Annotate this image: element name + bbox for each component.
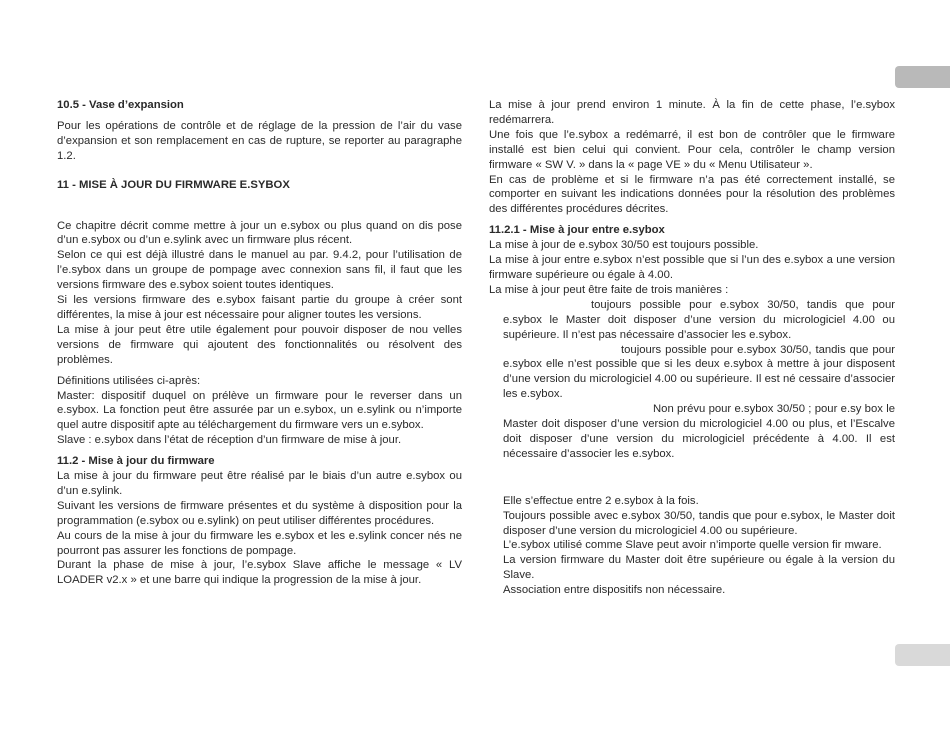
heading-10-5: 10.5 - Vase d’expansion [57,99,184,111]
para-11-2-line: Au cours de la mise à jour du firmware les e.sybox et les e.sylink concer nés ne pourront pas assurer les fonctions de pompage. [57,529,462,557]
bottom-line: La version firmware du Master doit être supérieure ou égale à la version du Slave. [503,554,895,582]
para-11-2-1-line: La mise à jour de e.sybox 30/50 est toujours possible. [489,239,759,252]
bottom-line: Elle s’effectue entre 2 e.sybox à la fois. [503,494,699,507]
para-11-2-line: La mise à jour du firmware peut être réalisé par le biais d’un autre e.sybox ou d’un e.sylink. [57,470,462,497]
side-tab-top [895,66,950,88]
para-11-2-line: Durant la phase de mise à jour, l’e.sybox Slave affiche le message « LV LOADER v2.x » et une barre qui indique la progression de la mise à jour. [57,559,462,587]
side-tab-bottom [895,644,950,666]
method-item: Non prévu pour e.sybox 30/50 ; pour e.sy box le Master doit disposer d’une version du micrologiciel 4.00 ou plus, et l’Escalve doit disposer d’une version du micrologiciel précédente à 4.00. Il est nécessaire d’associer les e.sybox. [503,403,895,460]
definitions-block [57,374,462,449]
para-11-2-1-block [489,238,895,298]
right-column [489,98,895,598]
para-11-2-1-line: La mise à jour entre e.sybox n’est possible que si l’un des e.sybox a une version firmware supérieure ou égale à 4.00. [489,254,895,281]
method-item: toujours possible pour e.sybox 30/50, tandis que pour e.sybox le Master doit disposer d’une version du micrologiciel 4.00 ou supérieure. Il n’est pas nécessaire d’associer les e.sybox. [503,298,895,341]
right-top-line: La mise à jour prend environ 1 minute. À la fin de cette phase, l’e.sybox redémarrera. [489,99,895,126]
heading-11-2: 11.2 - Mise à jour du firmware [57,455,215,468]
bottom-line: L’e.sybox utilisé comme Slave peut avoir n’importe quelle version fir mware. [503,539,882,552]
intro-line: La mise à jour peut être utile également pour pouvoir disposer de nou velles versions de firmware qui ajoutent des fonctionnalités ou résolvent des problèmes. [57,323,462,366]
para-11-2-1-line: La mise à jour peut être faite de trois manières : [489,283,729,296]
update-result-block [489,98,895,217]
bottom-line: Association entre dispositifs non nécessaire. [503,584,726,597]
para-11-2-block [57,469,462,588]
def-line: Définitions utilisées ci-après: [57,374,201,387]
para-10-5: Pour les opérations de contrôle et de réglage de la pression de l’air du vase d’expansion et son remplacement en cas de rupture, se reporter au paragraphe 1.2. [57,119,462,162]
para-11-2-line: Suivant les versions de firmware présentes et du système à disposition pour la programmation (e.sybox ou e.sylink) on peut utiliser différentes procédures. [57,499,462,527]
left-column [57,98,462,588]
intro-block [57,219,462,368]
intro-line: Si les versions firmware des e.sybox faisant partie du groupe à créer sont différentes, la mise à jour est nécessaire pour aligner toutes les versions. [57,294,462,321]
bottom-block [489,494,895,598]
bottom-line: Toujours possible avec e.sybox 30/50, tandis que pour e.sybox, le Master doit disposer d’une version du micrologiciel 4.00 ou supérieure. [503,509,895,537]
method-item: toujours possible pour e.sybox 30/50, tandis que pour e.sybox elle n’est possible que si les deux e.sybox à mettre à jour disposent d’une version du micrologiciel 4.00 ou supérieure. Il est né cessaire d’associer les e.sybox. [503,343,895,401]
intro-line: Selon ce qui est déjà illustré dans le manuel au par. 9.4.2, pour l’utilisation de l’e.sybox dans un groupe de pompage avec connexion sans fil, il faut que les versions firmware des e.sybox soient toutes identiques. [57,249,462,292]
def-line: Master: dispositif duquel on prélève un firmware pour le reverser dans un e.sybox. La fonction peut être assurée par un e.sybox, un e.sylink ou n’importe quel autre dispositif apte au téléchargement du firmware vers un e.sybox. [57,389,462,432]
right-top-line: Une fois que l’e.sybox a redémarré, il est bon de contrôler que le firmware installé est bien celui qui convient. Pour cela, contrôler le champ version firmware « SW V. » dans la « page VE » du « Menu Utilisateur ». [489,128,895,171]
heading-11: 11 - MISE À JOUR DU FIRMWARE E.SYBOX [57,178,290,191]
def-line: Slave : e.sybox dans l’état de réception d’un firmware de mise à jour. [57,434,402,447]
intro-line: Ce chapitre décrit comme mettre à jour un e.sybox ou plus quand on dis pose d’un e.sybox ou d’un e.sylink avec un firmware plus récent. [57,219,462,247]
right-top-line: En cas de problème et si le firmware n’a pas été correctement installé, se comporter en suivant les indications données pour la résolution des problèmes des différentes procédures décrites. [489,173,895,216]
methods-list [489,298,895,462]
heading-11-2-1: 11.2.1 - Mise à jour entre e.sybox [489,224,665,237]
